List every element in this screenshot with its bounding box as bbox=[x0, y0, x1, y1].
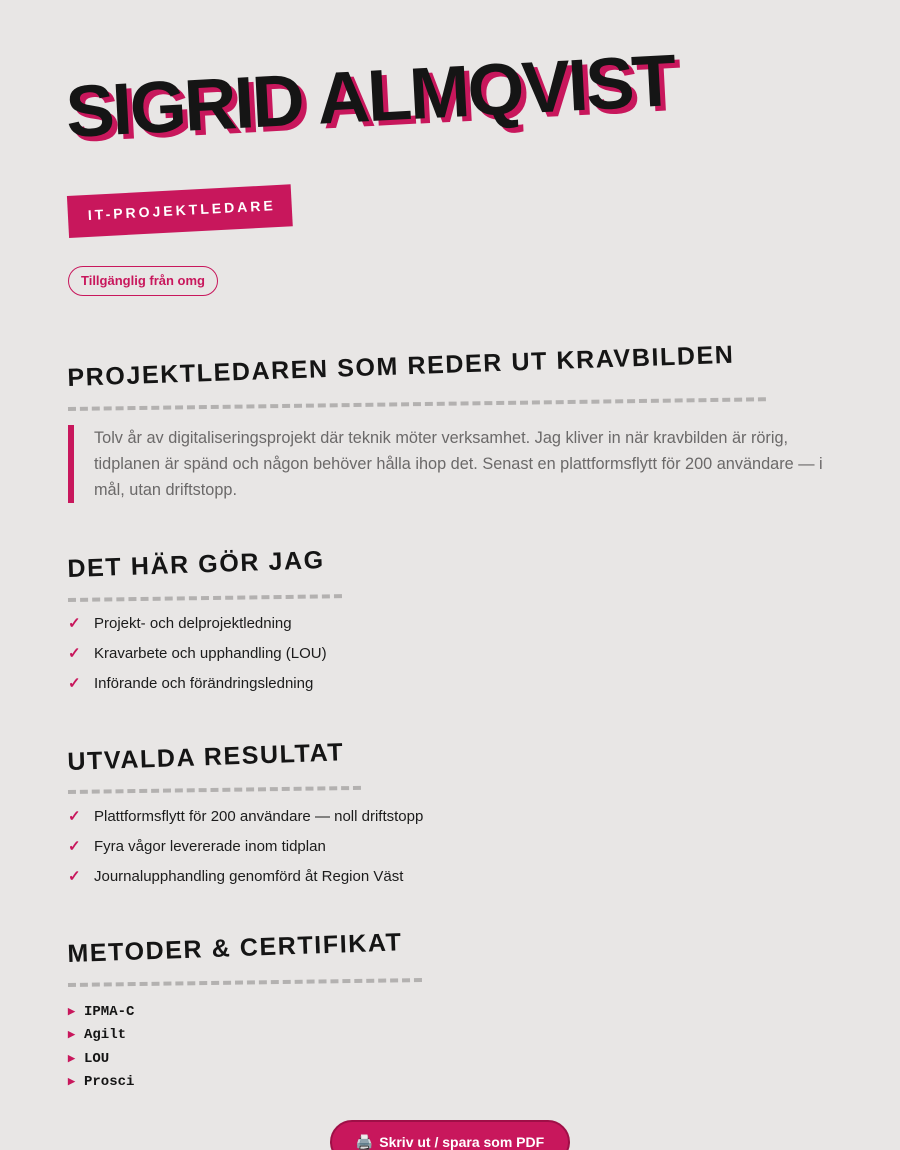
list-item: ✓ Kravarbete och upphandling (LOU) bbox=[68, 644, 327, 662]
list-item: ▶ IPMA-C bbox=[68, 1003, 135, 1020]
check-icon: ✓ bbox=[68, 868, 81, 885]
print-button-label: Skriv ut / spara som PDF bbox=[379, 1134, 545, 1150]
list-item: ✓ Plattformsflytt för 200 användare — noll driftstopp bbox=[68, 807, 424, 825]
availability-badge: Tillgänglig från omg bbox=[68, 266, 218, 296]
list-item: ▶ Prosci bbox=[68, 1074, 135, 1091]
results-divider bbox=[68, 786, 361, 794]
list-item: ✓ Journalupphandling genomförd åt Region Väst bbox=[68, 867, 404, 885]
list-item: ✓ Införande och förändringsledning bbox=[68, 674, 314, 692]
skills-divider bbox=[68, 594, 342, 602]
name-heading: SIGRID ALMQVIST bbox=[63, 40, 676, 153]
list-item: ✓ Projekt- och delprojektledning bbox=[68, 614, 292, 632]
methods-title: METODER & CERTIFIKAT bbox=[66, 928, 404, 969]
check-icon: ✓ bbox=[68, 675, 81, 692]
printer-icon: 🖨️ bbox=[355, 1134, 374, 1150]
skills-title: DET HÄR GÖR JAG bbox=[66, 546, 326, 584]
check-icon: ✓ bbox=[68, 615, 81, 632]
check-icon: ✓ bbox=[68, 808, 81, 825]
intro-title: PROJEKTLEDAREN SOM REDER UT KRAVBILDEN bbox=[66, 340, 735, 393]
role-banner: IT-PROJEKTLEDARE bbox=[67, 184, 293, 238]
intro-quote: Tolv år av digitaliseringsprojekt där teknik möter verksamhet. Jag kliver in när kravbilden är rörig, tidplanen är spänd och någon behöver hålla ihop det. Senast en plattformsflytt för 200 användare — i mål, utan driftstopp. bbox=[68, 425, 828, 503]
triangle-bullet-icon: ▶ bbox=[68, 1077, 75, 1088]
list-item: ✓ Fyra vågor levererade inom tidplan bbox=[68, 837, 326, 855]
check-icon: ✓ bbox=[68, 645, 81, 662]
intro-divider bbox=[68, 397, 766, 411]
methods-list bbox=[68, 1000, 134, 1094]
triangle-bullet-icon: ▶ bbox=[68, 1006, 75, 1017]
results-title: UTVALDA RESULTAT bbox=[66, 738, 345, 777]
results-list bbox=[68, 801, 423, 891]
triangle-bullet-icon: ▶ bbox=[68, 1030, 75, 1041]
list-item: ▶ Agilt bbox=[68, 1027, 127, 1044]
check-icon: ✓ bbox=[68, 838, 81, 855]
triangle-bullet-icon: ▶ bbox=[68, 1053, 75, 1064]
methods-divider bbox=[68, 978, 422, 987]
skills-list bbox=[68, 608, 327, 698]
print-button[interactable] bbox=[330, 1120, 570, 1150]
name-heading-wrap bbox=[63, 40, 676, 153]
list-item: ▶ LOU bbox=[68, 1050, 110, 1067]
